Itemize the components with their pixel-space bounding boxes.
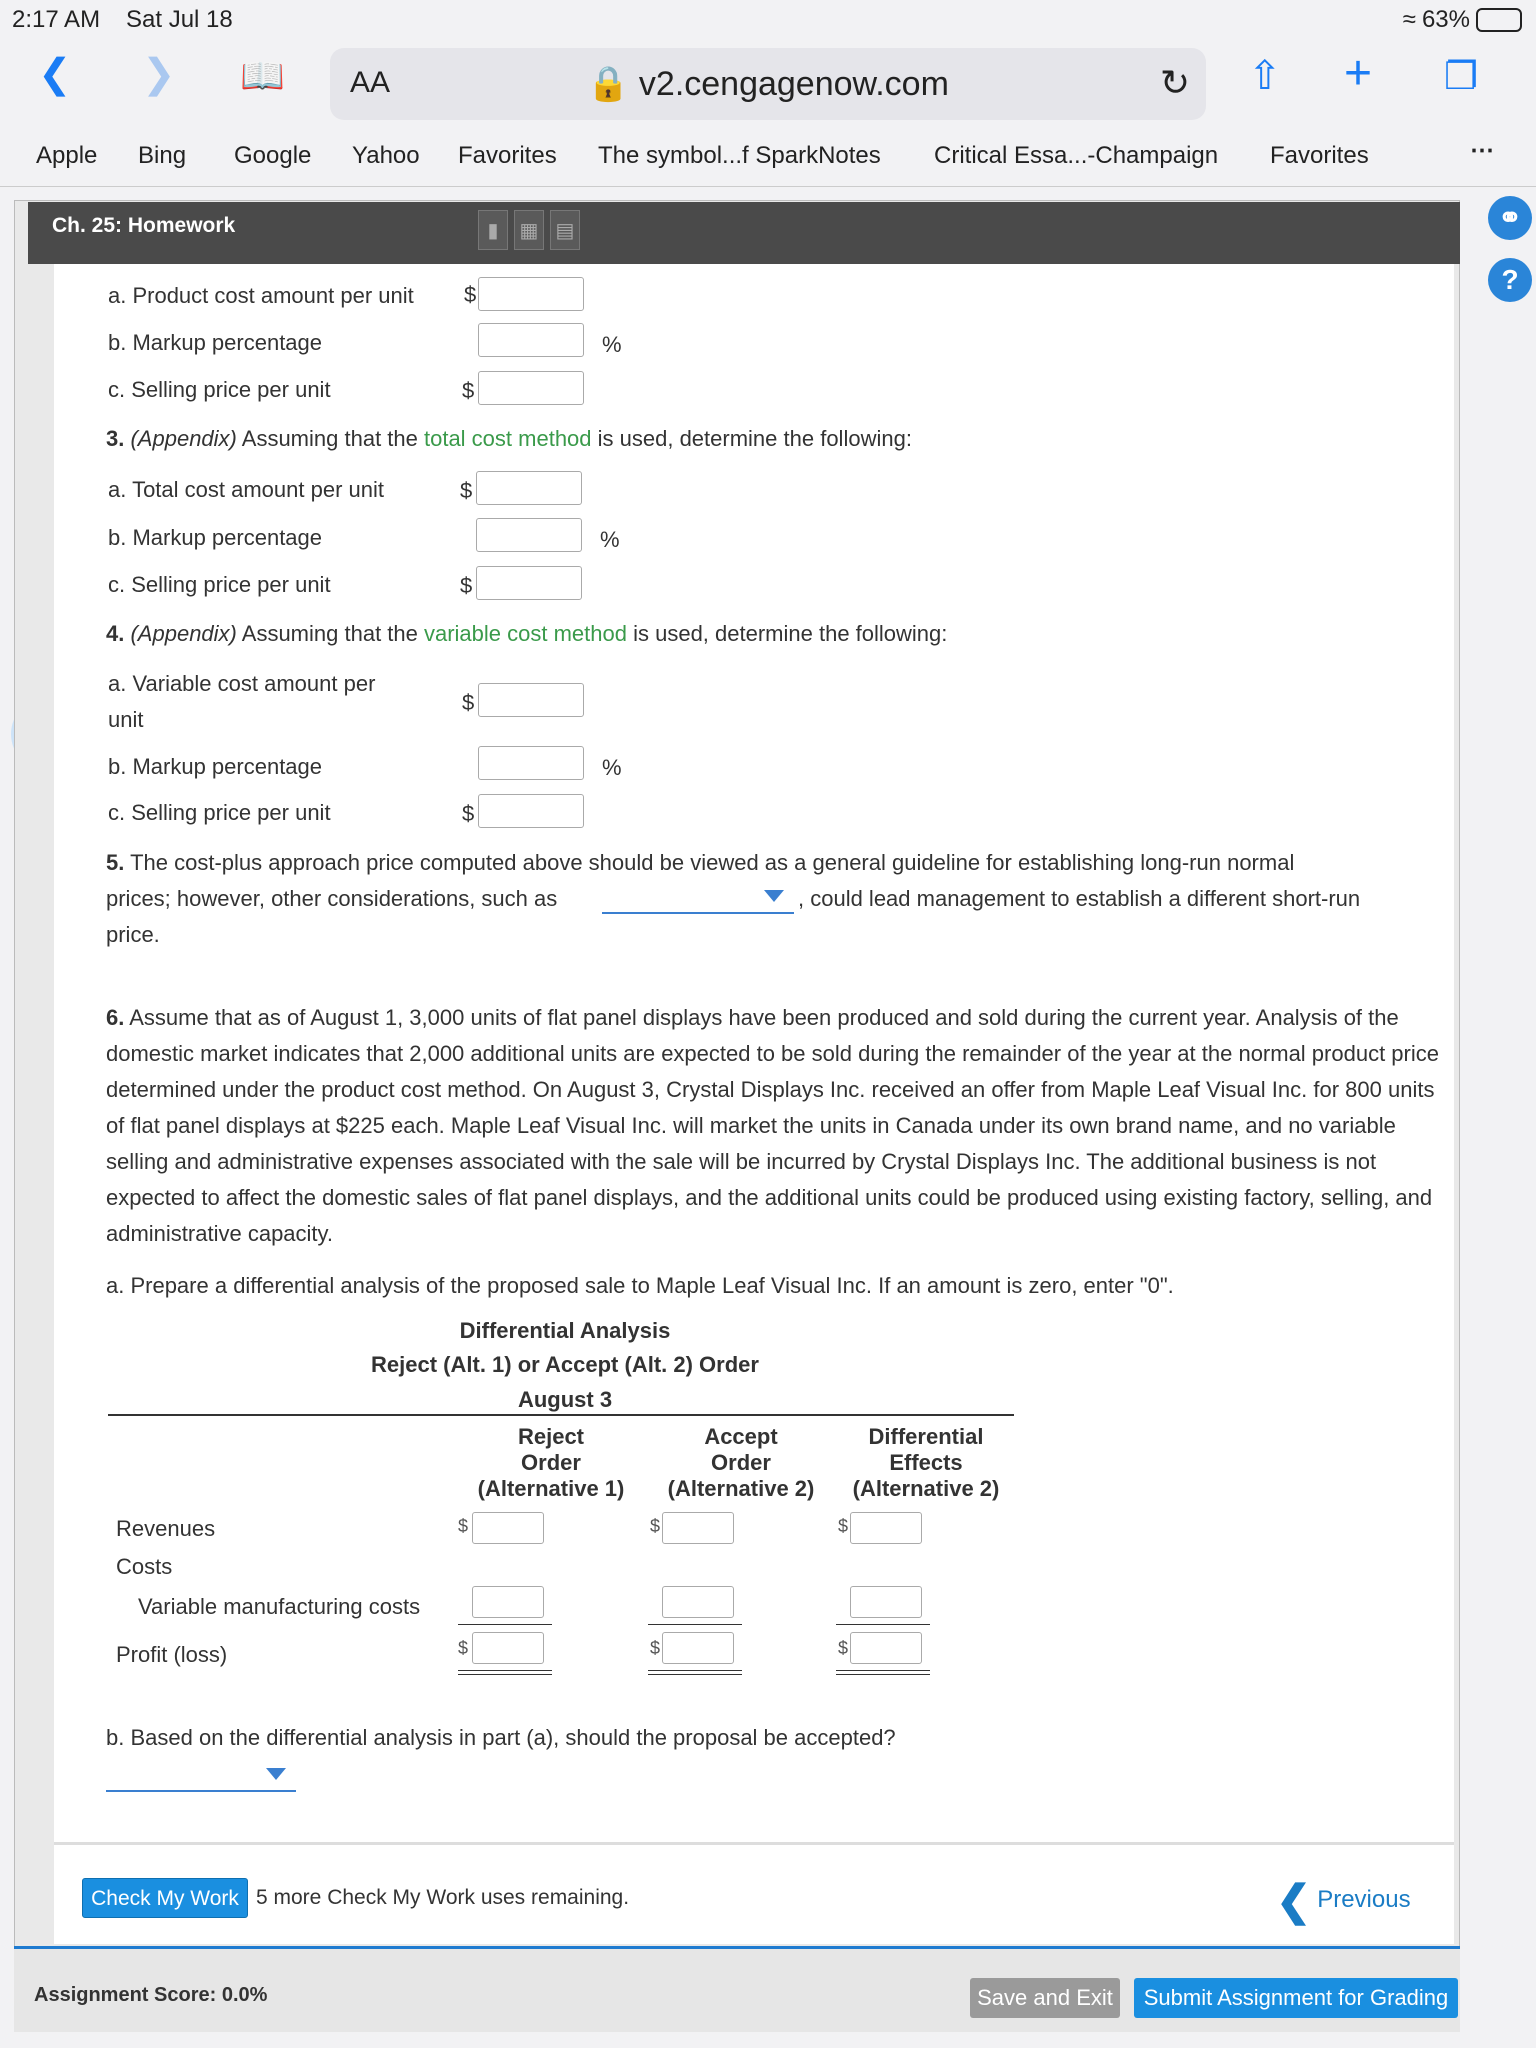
markup-percentage-label: b. Markup percentage xyxy=(108,330,323,355)
markup-percentage-input-3[interactable] xyxy=(476,518,582,552)
bookmark-yahoo[interactable]: Yahoo xyxy=(352,142,420,169)
dollar-sign: $ xyxy=(462,801,475,826)
bookmark-critical-essa[interactable]: Critical Essa...-Champaign xyxy=(934,142,1219,169)
total-rule xyxy=(648,1674,742,1675)
dollar-sign: $ xyxy=(462,378,475,403)
homework-header xyxy=(28,202,1460,264)
column-accept-order: Accept Order (Alternative 2) xyxy=(667,1424,815,1501)
dollar-sign: $ xyxy=(464,282,477,307)
markup-percentage-label-4: b. Markup percentage xyxy=(108,754,323,779)
bookmark-favorites-2[interactable]: Favorites xyxy=(1270,142,1369,169)
variable-reject-input[interactable] xyxy=(472,1586,544,1618)
bookmarks-book-icon[interactable]: 📖 xyxy=(240,55,285,96)
headset-support-icon[interactable]: ⚭ xyxy=(1488,196,1532,240)
dollar-sign: $ xyxy=(460,573,473,598)
profit-reject-input[interactable] xyxy=(472,1632,544,1664)
selling-price-label-4: c. Selling price per unit xyxy=(108,800,331,825)
product-cost-label: a. Product cost amount per unit xyxy=(108,283,414,308)
variable-cost-method-link[interactable]: variable cost method xyxy=(423,621,627,646)
submit-assignment-button[interactable]: Submit Assignment for Grading xyxy=(1134,1978,1458,2018)
dollar-sign: $ xyxy=(838,1516,849,1536)
bookmark-google[interactable]: Google xyxy=(234,142,312,169)
percent-sign: % xyxy=(602,332,622,357)
assignment-score: Assignment Score: 0.0% xyxy=(34,1984,268,2006)
selling-price-input-3[interactable] xyxy=(476,566,582,600)
share-icon[interactable]: ⇧ xyxy=(1248,54,1282,98)
variable-cost-label: a. Variable cost amount per xyxy=(108,671,376,696)
revenues-differential-input[interactable] xyxy=(850,1512,922,1544)
variable-differential-input[interactable] xyxy=(850,1586,922,1618)
header-rule xyxy=(108,1414,1014,1416)
battery-percent: 63% xyxy=(1421,6,1470,33)
selling-price-label-3: c. Selling price per unit xyxy=(108,572,331,597)
tabs-icon[interactable]: ❐ xyxy=(1444,56,1479,98)
considerations-dropdown[interactable] xyxy=(602,880,794,914)
markup-percentage-input-4[interactable] xyxy=(478,746,584,780)
profit-differential-input[interactable] xyxy=(850,1632,922,1664)
reload-icon[interactable]: ↻ xyxy=(1159,62,1190,103)
url-text[interactable]: 🔒 v2.cengagenow.com xyxy=(587,65,949,103)
ebook-icon[interactable]: ▮ xyxy=(478,210,508,250)
bookmark-favorites[interactable]: Favorites xyxy=(458,142,557,169)
notes-icon[interactable]: ▤ xyxy=(550,210,580,250)
status-date: Sat Jul 18 xyxy=(126,6,233,33)
status-bar xyxy=(0,0,1536,40)
subtotal-rule xyxy=(836,1624,930,1625)
variable-accept-input[interactable] xyxy=(662,1586,734,1618)
revenues-accept-input[interactable] xyxy=(662,1512,734,1544)
dollar-sign: $ xyxy=(458,1516,469,1536)
toolbar-divider xyxy=(0,186,1536,187)
product-cost-input[interactable] xyxy=(478,277,584,311)
wifi-icon: ≈ xyxy=(1402,6,1416,33)
total-rule xyxy=(458,1670,552,1671)
chevron-down-icon xyxy=(266,1768,286,1780)
lock-icon: 🔒 xyxy=(587,65,630,103)
forward-icon[interactable]: ❯ xyxy=(142,52,176,96)
help-icon[interactable]: ? xyxy=(1488,258,1532,302)
battery-indicator xyxy=(1403,6,1522,34)
question-5-line-3: price. xyxy=(106,922,160,947)
new-tab-plus-icon[interactable]: + xyxy=(1344,47,1373,100)
bookmark-sparknotes[interactable]: The symbol...f SparkNotes xyxy=(598,142,881,169)
variable-cost-label-unit: unit xyxy=(108,707,144,732)
subtotal-rule xyxy=(648,1624,742,1625)
question-5-line-2a: prices; however, other considerations, such as xyxy=(106,886,558,911)
question-6-text: 6. Assume that as of August 1, 3,000 units of flat panel displays have been produced and sold during the current year. Analysis of the domestic market indicates that 2,000 additional units are expected to be sold during the remainder of the year at the normal product price determined under the product cost method. On August 3, Crystal Displays Inc. received an offer from Maple Leaf Visual Inc. for 800 units of flat panel displays at $225 each. Maple Leaf Visual Inc. will market the units in Canada under its own brand name, and no variable selling and administrative expenses associated with the sale will be incurred by Crystal Displays Inc. The additional business is not expected to affect the domestic sales of flat panel displays, and the additional units could be produced using existing factory, selling, and administrative capacity. xyxy=(106,1005,1439,1246)
total-cost-input[interactable] xyxy=(476,471,582,505)
bookmark-bing[interactable]: Bing xyxy=(138,142,187,169)
row-variable-label: Variable manufacturing costs xyxy=(138,1594,421,1619)
save-and-exit-button[interactable]: Save and Exit xyxy=(970,1978,1120,2018)
bookmarks-bar xyxy=(0,134,1536,178)
selling-price-label: c. Selling price per unit xyxy=(108,377,331,402)
chevron-down-icon xyxy=(764,890,784,902)
accept-proposal-dropdown[interactable] xyxy=(106,1758,296,1792)
question-6a-text: a. Prepare a differential analysis of the proposed sale to Maple Leaf Visual Inc. If an amount is zero, enter "0". xyxy=(106,1273,1174,1298)
row-costs-label: Costs xyxy=(116,1554,173,1579)
question-3-text: 3. (Appendix) Assuming that the total cost method is used, determine the following: xyxy=(106,426,912,451)
question-4-text: 4. (Appendix) Assuming that the variable cost method is used, determine the following: xyxy=(106,621,948,646)
variable-cost-input[interactable] xyxy=(478,683,584,717)
analysis-date: August 3 xyxy=(517,1387,613,1412)
more-icon[interactable]: ⋯ xyxy=(1470,137,1494,164)
question-5-line-2b: , could lead management to establish a different short-run xyxy=(798,886,1361,911)
address-bar[interactable] xyxy=(330,48,1206,120)
total-rule xyxy=(836,1670,930,1671)
status-time: 2:17 AM xyxy=(12,6,101,33)
total-rule xyxy=(648,1670,742,1671)
back-icon[interactable]: ❮ xyxy=(38,52,72,96)
analysis-subtitle: Reject (Alt. 1) or Accept (Alt. 2) Order xyxy=(371,1352,759,1377)
subtotal-rule xyxy=(458,1624,552,1625)
dollar-sign: $ xyxy=(650,1516,661,1536)
revenues-reject-input[interactable] xyxy=(472,1512,544,1544)
column-reject-order: Reject Order (Alternative 1) xyxy=(477,1424,625,1501)
markup-percentage-input[interactable] xyxy=(478,323,584,357)
row-profit-label: Profit (loss) xyxy=(116,1642,228,1667)
dollar-sign: $ xyxy=(458,1638,469,1658)
battery-icon xyxy=(1476,8,1522,32)
question-5-line-1: 5. The cost-plus approach price computed above should be viewed as a general guideline for establishing long-run normal xyxy=(106,850,1295,875)
page-title: Ch. 25: Homework xyxy=(52,214,236,237)
question-6b-text: b. Based on the differential analysis in part (a), should the proposal be accepted? xyxy=(106,1725,896,1750)
selling-price-input[interactable] xyxy=(478,371,584,405)
total-cost-method-link[interactable]: total cost method xyxy=(423,426,592,451)
dollar-sign: $ xyxy=(460,478,473,503)
chevron-left-icon: ❮ xyxy=(1276,1877,1312,1924)
profit-accept-input[interactable] xyxy=(662,1632,734,1664)
calculator-icon[interactable]: ▦ xyxy=(514,210,544,250)
text-size-button[interactable]: AA xyxy=(350,66,391,99)
header-tools xyxy=(478,210,580,250)
dollar-sign: $ xyxy=(462,690,475,715)
previous-button[interactable]: ❮ Previous xyxy=(1276,1877,1411,1924)
percent-sign: % xyxy=(602,755,622,780)
total-rule xyxy=(836,1674,930,1675)
markup-percentage-label-3: b. Markup percentage xyxy=(108,525,323,550)
total-cost-label: a. Total cost amount per unit xyxy=(108,477,384,502)
bookmark-apple[interactable]: Apple xyxy=(36,142,98,169)
selling-price-input-4[interactable] xyxy=(478,794,584,828)
check-uses-remaining: 5 more Check My Work uses remaining. xyxy=(256,1886,630,1909)
check-my-work-button[interactable]: Check My Work xyxy=(82,1878,248,1918)
total-rule xyxy=(458,1674,552,1675)
dollar-sign: $ xyxy=(838,1638,849,1658)
column-differential-effects: Differential Effects (Alternative 2) xyxy=(852,1424,1000,1501)
dollar-sign: $ xyxy=(650,1638,661,1658)
row-revenues-label: Revenues xyxy=(116,1516,216,1541)
analysis-title: Differential Analysis xyxy=(459,1318,671,1343)
percent-sign: % xyxy=(600,527,620,552)
